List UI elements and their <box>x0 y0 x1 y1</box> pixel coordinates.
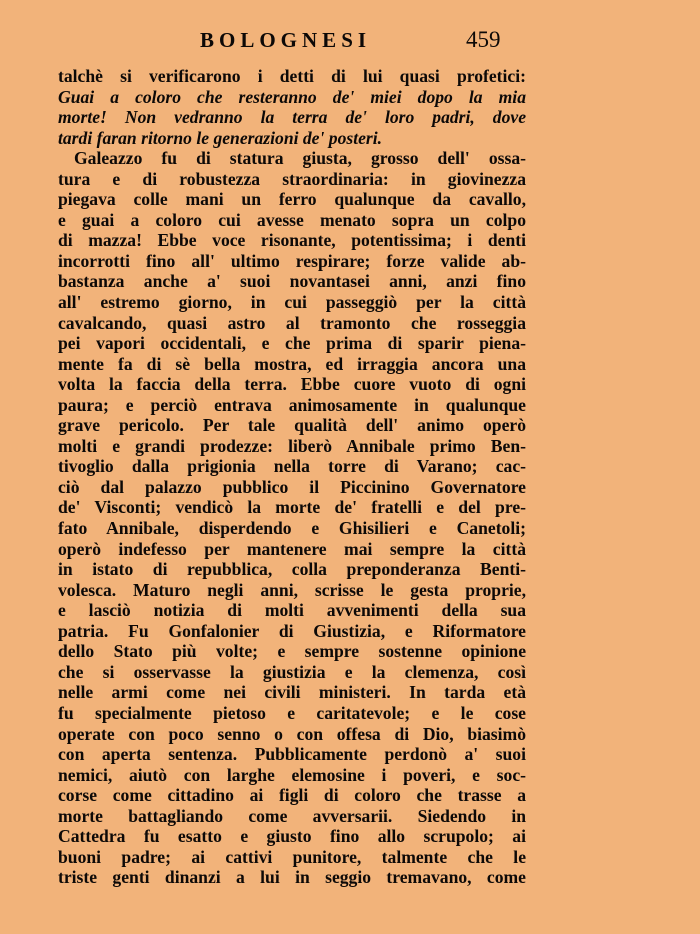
text-line: volesca. Maturo negli anni, scrisse le gesta proprie, <box>58 579 526 600</box>
text-line: dello Stato più volte; e sempre sostenne opinione <box>58 641 526 662</box>
text-line: bastanza anche a' suoi novantasei anni, anzi fino <box>58 271 526 292</box>
text-line: Guai a coloro che resteranno de' miei dopo la mia <box>58 86 526 107</box>
text-line: ciò dal palazzo pubblico il Piccinino Governatore <box>58 476 526 497</box>
text-line: talchè si verificarono i detti di lui quasi profetici: <box>58 66 526 86</box>
text-line: grave pericolo. Per tale qualità dell' animo operò <box>58 415 526 436</box>
text-line: e guai a coloro cui avesse menato sopra un colpo <box>58 209 526 230</box>
text-line: con aperta sentenza. Pubblicamente perdonò a' suoi <box>58 744 526 765</box>
text-line: corse come cittadino ai figli di coloro che trasse a <box>58 785 526 806</box>
page-header <box>0 28 700 56</box>
text-line: triste genti dinanzi a lui in seggio tremavano, come <box>58 867 526 888</box>
text-line: piegava colle mani un ferro qualunque da cavallo, <box>58 189 526 210</box>
text-line: all' estremo giorno, in cui passeggiò per la città <box>58 292 526 313</box>
text-line: molti e grandi prodezze: liberò Annibale primo Ben- <box>58 435 526 456</box>
text-line: fu specialmente pietoso e caritatevole; e le cose <box>58 702 526 723</box>
text-line: mente fa di sè bella mostra, ed irraggia ancora una <box>58 353 526 374</box>
text-line: operò indefesso per mantenere mai sempre la città <box>58 538 526 559</box>
text-line: incorrotti fino all' ultimo respirare; forze valide ab- <box>58 250 526 271</box>
text-line: tura e di robustezza straordinaria: in giovinezza <box>58 168 526 189</box>
text-line: Cattedra fu esatto e giusto fino allo scrupolo; ai <box>58 826 526 847</box>
text-line: che si osservasse la giustizia e la clemenza, così <box>58 661 526 682</box>
text-line: morte! Non vedranno la terra de' loro padri, dove <box>58 107 526 128</box>
text-line: patria. Fu Gonfalonier di Giustizia, e Riformatore <box>58 620 526 641</box>
text-line: in istato di repubblica, colla preponderanza Benti- <box>58 559 526 580</box>
text-line: operate con poco senno o con offesa di Dio, biasimò <box>58 723 526 744</box>
text-line: nemici, aiutò con larghe elemosine i poveri, e soc- <box>58 764 526 785</box>
text-line: volta la faccia della terra. Ebbe cuore vuoto di ogni <box>58 374 526 395</box>
text-line: tardi faran ritorno le generazioni de' posteri. <box>58 127 383 148</box>
text-line: fato Annibale, disperdendo e Ghisilieri e Canetoli; <box>58 518 526 539</box>
text-line: di mazza! Ebbe voce risonante, potentissima; i denti <box>58 230 526 251</box>
page-number: 459 <box>466 27 501 52</box>
text-line: cavalcando, quasi astro al tramonto che rosseggia <box>58 312 526 333</box>
text-line: buoni padre; ai cattivi punitore, talmente che le <box>58 846 526 867</box>
text-line: paura; e perciò entrava animosamente in qualunque <box>58 394 526 415</box>
text-line: pei vapori occidentali, e che prima di sparir piena- <box>58 333 526 354</box>
running-head: BOLOGNESI <box>200 28 372 52</box>
text-line: Galeazzo fu di statura giusta, grosso dell' ossa- <box>74 148 526 169</box>
body-text <box>58 66 526 888</box>
text-line: nelle armi come nei civili ministeri. In tarda età <box>58 682 526 703</box>
text-line: morte battagliando come avversarii. Siedendo in <box>58 805 526 826</box>
text-line: e lasciò notizia di molti avvenimenti della sua <box>58 600 526 621</box>
text-line: tivoglio dalla prigionia nella torre di Varano; cac- <box>58 456 526 477</box>
text-line: de' Visconti; vendicò la morte de' fratelli e del pre- <box>58 497 526 518</box>
